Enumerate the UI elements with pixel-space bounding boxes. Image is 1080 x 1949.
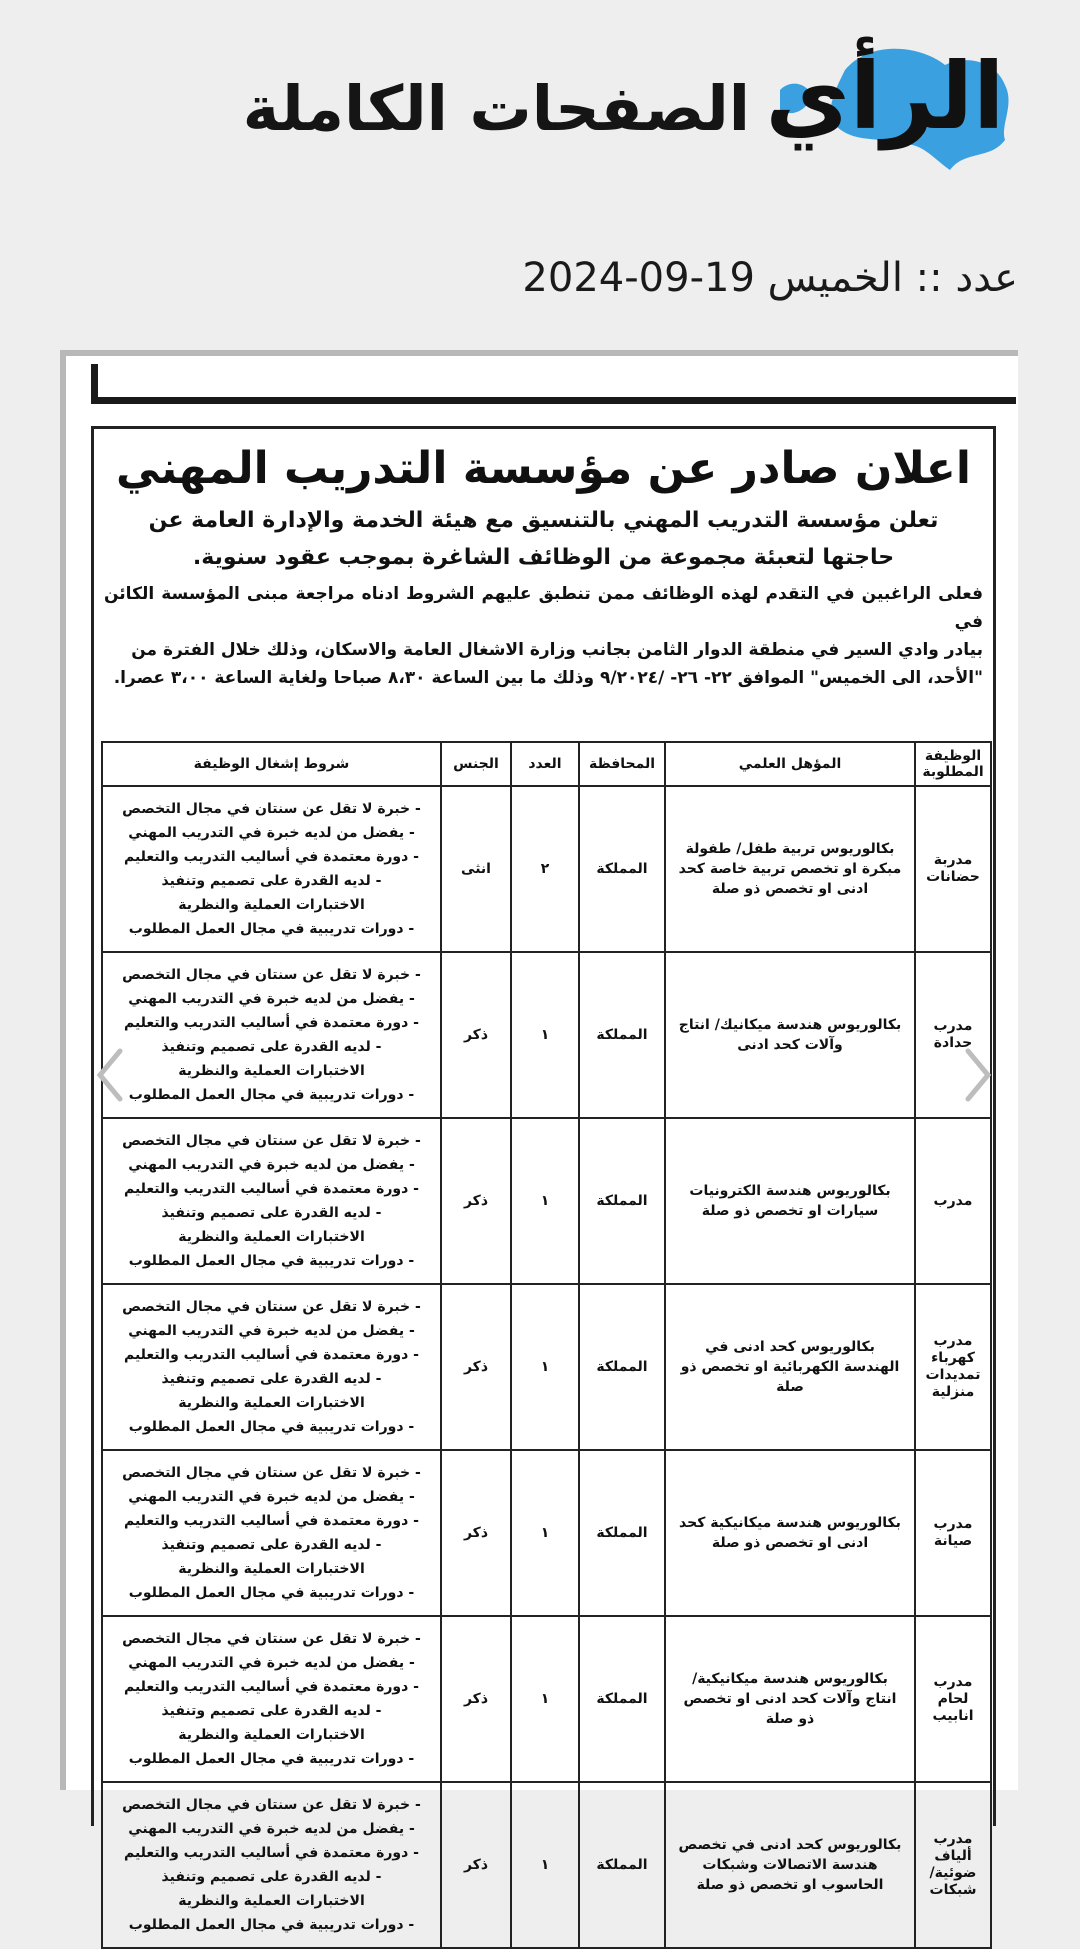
cell-gender: ذكر xyxy=(441,1616,511,1782)
condition-line: - لديه القدرة على تصميم وتنفيذ xyxy=(161,1703,382,1719)
condition-line: - لديه القدرة على تصميم وتنفيذ xyxy=(161,873,382,889)
condition-line: - دورات تدريبية في مجال العمل المطلوب xyxy=(128,1253,415,1269)
condition-line: - دورات تدريبية في مجال العمل المطلوب xyxy=(128,1751,415,1767)
condition-line: - يفضل من لديه خبرة في التدريب المهني xyxy=(128,1655,415,1671)
table-row xyxy=(102,952,991,1118)
cell-conditions xyxy=(102,786,441,952)
condition-line: - لديه القدرة على تصميم وتنفيذ xyxy=(161,1205,382,1221)
ad-instructions xyxy=(94,580,993,692)
cell-count: ٢ xyxy=(511,786,579,952)
header-bar xyxy=(0,0,1080,340)
ad-subtitle-line: حاجتها لتعبئة مجموعة من الوظائف الشاغرة بموجب عقود سنوية. xyxy=(192,545,895,570)
cell-governorate: المملكة xyxy=(579,1616,665,1782)
condition-line: - يفضل من لديه خبرة في التدريب المهني xyxy=(128,1821,415,1837)
page-top-rule xyxy=(91,364,1016,404)
cell-gender: ذكر xyxy=(441,1118,511,1284)
chevron-left-icon[interactable] xyxy=(92,1045,128,1105)
cell-qualification: بكالوريوس هندسة الكترونيات سيارات او تخصص ذو صلة xyxy=(665,1118,915,1284)
condition-line: - لديه القدرة على تصميم وتنفيذ xyxy=(161,1039,382,1055)
ad-instructions-line: فعلى الراغبين في التقدم لهذه الوظائف ممن تنطبق عليهم الشروط ادناه مراجعة مبنى المؤسسة الكائن في xyxy=(104,584,983,632)
condition-line: الاختبارات العملية والنظرية xyxy=(178,1727,365,1743)
condition-line: - خبرة لا تقل عن سنتان في مجال التخصص xyxy=(122,801,421,817)
cell-qualification: بكالوريوس هندسة ميكانيكية كحد ادنى او تخصص ذو صلة xyxy=(665,1450,915,1616)
chevron-right-icon[interactable] xyxy=(960,1045,996,1105)
logo-text: الرأي xyxy=(765,43,1005,150)
header-qualification: المؤهل العلمي xyxy=(665,742,915,786)
cell-job: مدربة حضانات xyxy=(915,786,991,952)
cell-conditions xyxy=(102,1616,441,1782)
condition-line: - خبرة لا تقل عن سنتان في مجال التخصص xyxy=(122,967,421,983)
condition-line: - دورات تدريبية في مجال العمل المطلوب xyxy=(128,921,415,937)
condition-line: الاختبارات العملية والنظرية xyxy=(178,1395,365,1411)
condition-line: - خبرة لا تقل عن سنتان في مجال التخصص xyxy=(122,1631,421,1647)
cell-job: مدرب xyxy=(915,1118,991,1284)
job-advertisement xyxy=(91,426,996,1933)
condition-line: الاختبارات العملية والنظرية xyxy=(178,1561,365,1577)
cell-conditions xyxy=(102,952,441,1118)
cell-gender: ذكر xyxy=(441,1782,511,1948)
cell-gender: انثى xyxy=(441,786,511,952)
cell-governorate: المملكة xyxy=(579,1118,665,1284)
ad-subtitle xyxy=(94,502,993,576)
cell-gender: ذكر xyxy=(441,952,511,1118)
condition-line: - يفضل من لديه خبرة في التدريب المهني xyxy=(128,825,415,841)
condition-line: - دورات تدريبية في مجال العمل المطلوب xyxy=(128,1917,415,1933)
cell-qualification: بكالوريوس هندسة ميكانيك/ انتاج وآلات كحد ادنى xyxy=(665,952,915,1118)
condition-line: - دورة معتمدة في أساليب التدريب والتعليم xyxy=(123,1513,419,1529)
ad-subtitle-line: تعلن مؤسسة التدريب المهني بالتنسيق مع هيئة الخدمة والإدارة العامة عن xyxy=(148,508,939,533)
cell-gender: ذكر xyxy=(441,1450,511,1616)
table-row xyxy=(102,1118,991,1284)
cell-job: مدرب لحام انابيب xyxy=(915,1616,991,1782)
table-row xyxy=(102,1450,991,1616)
ad-instructions-line: "الأحد، الى الخميس" الموافق ٢٢- ٢٦- /٩/٢٠٢٤ وذلك ما بين الساعة ٨،٣٠ صباحا ولغاية الساعة ٣،٠٠ عصرا. xyxy=(113,668,983,688)
ad-title: اعلان صادر عن مؤسسة التدريب المهني xyxy=(116,443,971,494)
ad-instructions-line: بيادر وادي السير في منطقة الدوار الثامن بجانب وزارة الاشغال العامة والاسكان، وذلك خلال الفترة من xyxy=(131,640,983,660)
table-row xyxy=(102,1616,991,1782)
condition-line: - خبرة لا تقل عن سنتان في مجال التخصص xyxy=(122,1299,421,1315)
cell-governorate: المملكة xyxy=(579,1450,665,1616)
table-row xyxy=(102,1782,991,1948)
cell-count: ١ xyxy=(511,1450,579,1616)
table-row xyxy=(102,1284,991,1450)
condition-line: - يفضل من لديه خبرة في التدريب المهني xyxy=(128,1323,415,1339)
condition-line: - خبرة لا تقل عن سنتان في مجال التخصص xyxy=(122,1797,421,1813)
condition-line: - يفضل من لديه خبرة في التدريب المهني xyxy=(128,1489,415,1505)
cell-count: ١ xyxy=(511,952,579,1118)
condition-line: الاختبارات العملية والنظرية xyxy=(178,1063,365,1079)
cell-count: ١ xyxy=(511,1782,579,1948)
condition-line: - دورة معتمدة في أساليب التدريب والتعليم xyxy=(123,1845,419,1861)
alrai-logo[interactable] xyxy=(750,10,1020,180)
cell-conditions xyxy=(102,1782,441,1948)
condition-line: - خبرة لا تقل عن سنتان في مجال التخصص xyxy=(122,1133,421,1149)
cell-governorate: المملكة xyxy=(579,786,665,952)
cell-conditions xyxy=(102,1118,441,1284)
cell-job: مدرب صيانة xyxy=(915,1450,991,1616)
cell-qualification: بكالوريوس تربية طفل/ طفولة مبكرة او تخصص تربية خاصة كحد ادنى او تخصص ذو صلة xyxy=(665,786,915,952)
condition-line: - دورات تدريبية في مجال العمل المطلوب xyxy=(128,1585,415,1601)
table-header-row xyxy=(102,742,991,786)
condition-line: - يفضل من لديه خبرة في التدريب المهني xyxy=(128,1157,415,1173)
condition-line: الاختبارات العملية والنظرية xyxy=(178,897,365,913)
condition-line: - خبرة لا تقل عن سنتان في مجال التخصص xyxy=(122,1465,421,1481)
cell-job: مدرب حدادة xyxy=(915,952,991,1118)
condition-line: - دورة معتمدة في أساليب التدريب والتعليم xyxy=(123,849,419,865)
condition-line: الاختبارات العملية والنظرية xyxy=(178,1229,365,1245)
condition-line: - دورة معتمدة في أساليب التدريب والتعليم xyxy=(123,1181,419,1197)
cell-governorate: المملكة xyxy=(579,1782,665,1948)
header-job: الوظيفة المطلوبة xyxy=(915,742,991,786)
condition-line: - دورات تدريبية في مجال العمل المطلوب xyxy=(128,1419,415,1435)
cell-gender: ذكر xyxy=(441,1284,511,1450)
condition-line: - لديه القدرة على تصميم وتنفيذ xyxy=(161,1371,382,1387)
condition-line: - دورة معتمدة في أساليب التدريب والتعليم xyxy=(123,1015,419,1031)
condition-line: - لديه القدرة على تصميم وتنفيذ xyxy=(161,1869,382,1885)
cell-count: ١ xyxy=(511,1616,579,1782)
page-title: الصفحات الكاملة xyxy=(242,72,750,145)
cell-job: مدرب كهرباء تمديدات منزلية xyxy=(915,1284,991,1450)
cell-qualification: بكالوريوس كحد ادنى في الهندسة الكهربائية او تخصص ذو صلة xyxy=(665,1284,915,1450)
issue-date: عدد :: الخميس 19-09-2024 xyxy=(522,255,1018,301)
cell-conditions xyxy=(102,1450,441,1616)
cell-governorate: المملكة xyxy=(579,952,665,1118)
condition-line: - دورات تدريبية في مجال العمل المطلوب xyxy=(128,1087,415,1103)
jobs-table xyxy=(101,741,992,1949)
cell-job: مدرب ألياف ضوئية/ شبكات xyxy=(915,1782,991,1948)
cell-qualification: بكالوريوس كحد ادنى في تخصص هندسة الاتصالات وشبكات الحاسوب او تخصص ذو صلة xyxy=(665,1782,915,1948)
condition-line: - دورة معتمدة في أساليب التدريب والتعليم xyxy=(123,1347,419,1363)
cell-count: ١ xyxy=(511,1284,579,1450)
cell-count: ١ xyxy=(511,1118,579,1284)
condition-line: - لديه القدرة على تصميم وتنفيذ xyxy=(161,1537,382,1553)
condition-line: الاختبارات العملية والنظرية xyxy=(178,1893,365,1909)
header-count: العدد xyxy=(511,742,579,786)
condition-line: - يفضل من لديه خبرة في التدريب المهني xyxy=(128,991,415,1007)
table-row xyxy=(102,786,991,952)
header-gender: الجنس xyxy=(441,742,511,786)
cell-qualification: بكالوريوس هندسة ميكانيكية/ انتاج وآلات كحد ادنى او تخصص ذو صلة xyxy=(665,1616,915,1782)
newspaper-page-viewer[interactable] xyxy=(60,350,1018,1933)
cell-governorate: المملكة xyxy=(579,1284,665,1450)
condition-line: - دورة معتمدة في أساليب التدريب والتعليم xyxy=(123,1679,419,1695)
header-conditions: شروط إشغال الوظيفة xyxy=(102,742,441,786)
cell-conditions xyxy=(102,1284,441,1450)
header-governorate: المحافظة xyxy=(579,742,665,786)
